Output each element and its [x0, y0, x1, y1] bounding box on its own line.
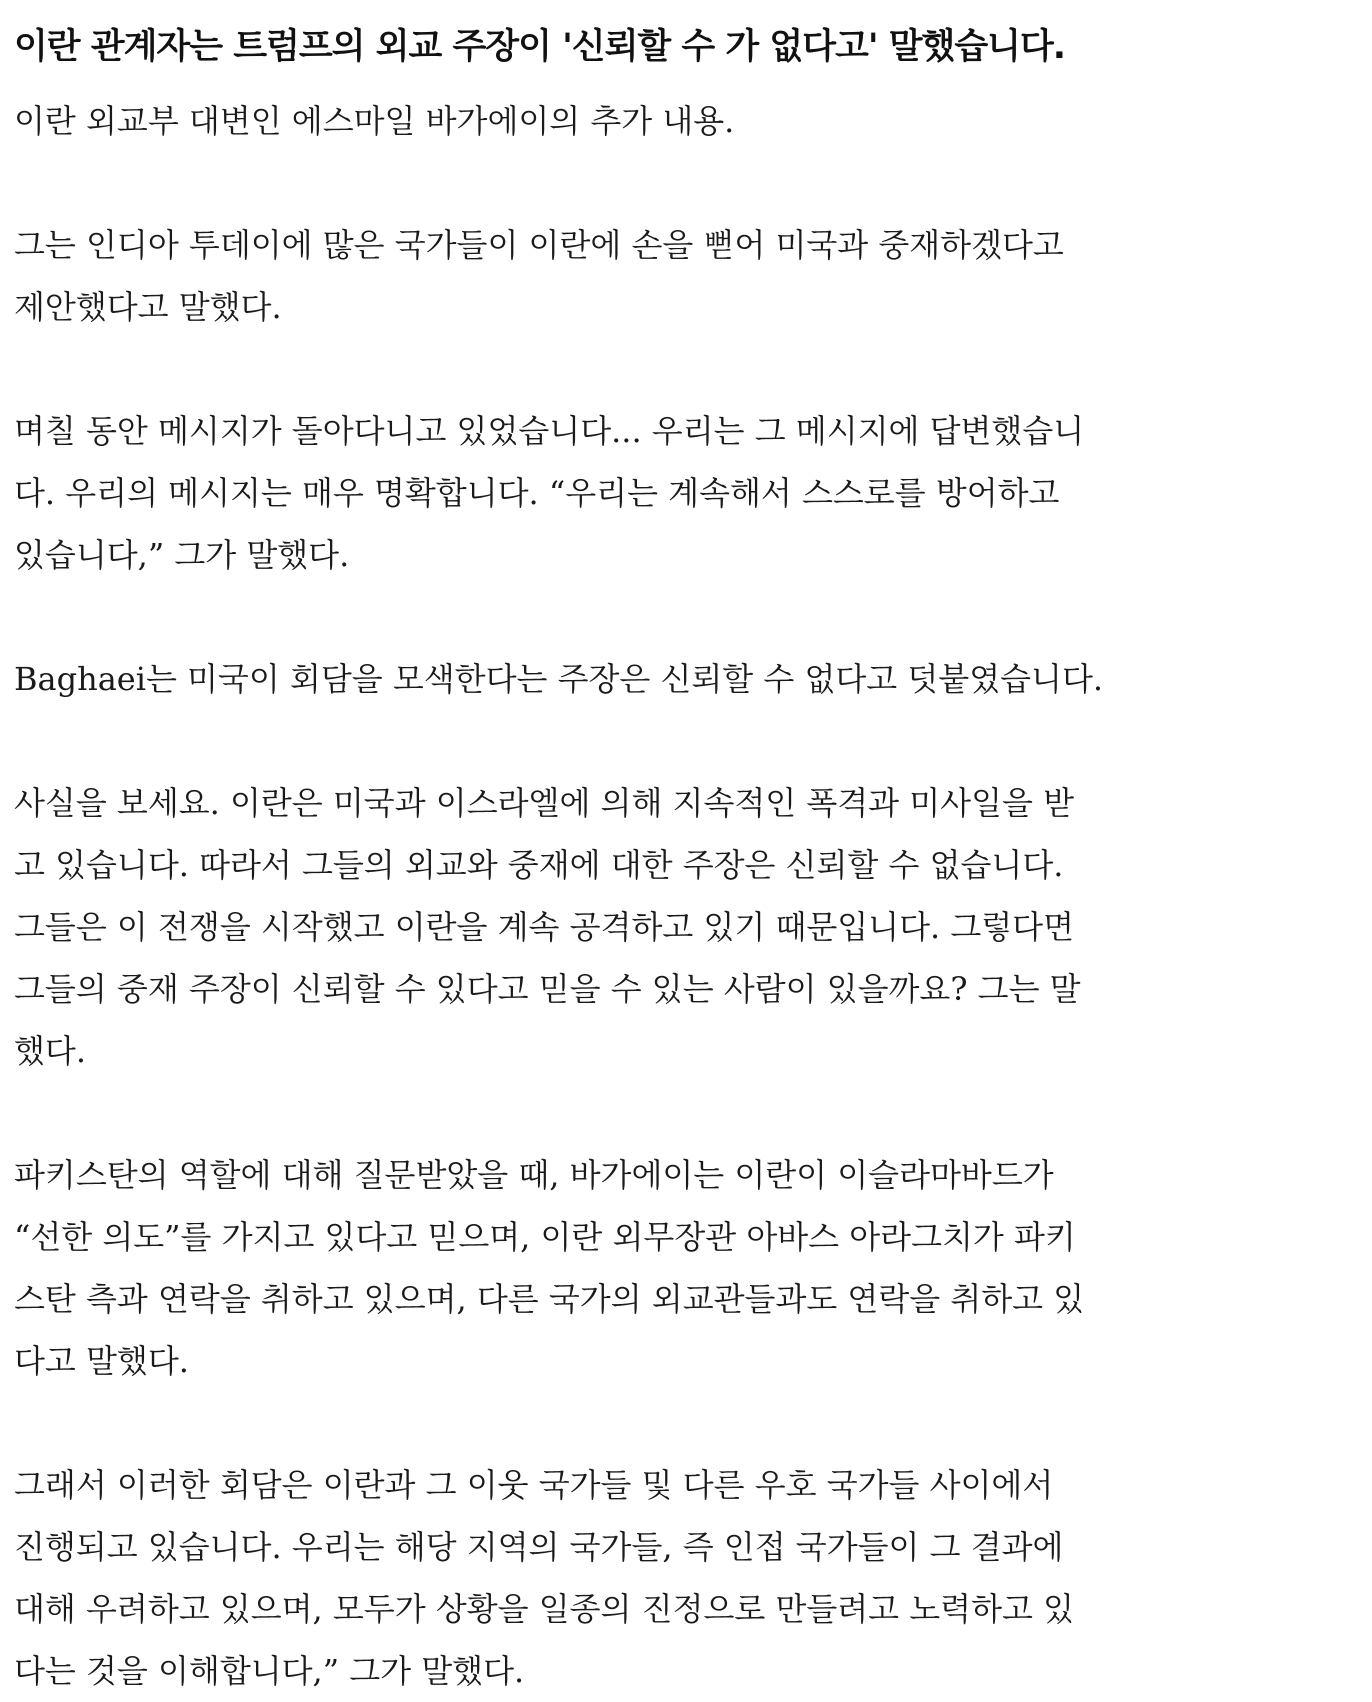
- article-headline: 이란 관계자는 트럼프의 외교 주장이 '신뢰할 수 가 없다고' 말했습니다.: [14, 27, 1066, 67]
- paragraph: [14, 648, 1359, 710]
- paragraph-line: 다는 것을 이해합니다,” 그가 말했다.: [14, 1652, 525, 1690]
- paragraph: [14, 1144, 1359, 1392]
- paragraph: [14, 400, 1359, 586]
- paragraph-line: 스탄 측과 연락을 취하고 있으며, 다른 국가의 외교관들과도 연락을 취하고 있: [14, 1280, 1085, 1318]
- paragraph-line: 사실을 보세요. 이란은 미국과 이스라엘에 의해 지속적인 폭격과 미사일을 받: [14, 784, 1074, 822]
- paragraph-line: 했다.: [14, 1032, 86, 1070]
- paragraph: [14, 772, 1359, 1082]
- paragraph-line: “선한 의도”를 가지고 있다고 믿으며, 이란 외무장관 아바스 아라그치가 파키: [14, 1218, 1076, 1256]
- paragraph-line: 그들의 중재 주장이 신뢰할 수 있다고 믿을 수 있는 사람이 있을까요? 그는 말: [14, 970, 1081, 1008]
- paragraph-line: 그들은 이 전쟁을 시작했고 이란을 계속 공격하고 있기 때문입니다. 그렇다면: [14, 908, 1074, 946]
- paragraph: [14, 214, 1359, 338]
- paragraph-line: 이란 외교부 대변인 에스마일 바가에이의 추가 내용.: [14, 102, 735, 140]
- paragraph: [14, 90, 1359, 152]
- paragraph-line: 있습니다,” 그가 말했다.: [14, 536, 350, 574]
- paragraph-line: 대해 우려하고 있으며, 모두가 상황을 일종의 진정으로 만들려고 노력하고 있: [14, 1590, 1074, 1628]
- paragraph-line: 제안했다고 말했다.: [14, 288, 282, 326]
- article: [14, 18, 1359, 1702]
- paragraph-line: 고 있습니다. 따라서 그들의 외교와 중재에 대한 주장은 신뢰할 수 없습니다.: [14, 846, 1064, 884]
- paragraph-line: 다. 우리의 메시지는 매우 명확합니다. “우리는 계속해서 스스로를 방어하고: [14, 474, 1060, 512]
- paragraph-line: 그는 인디아 투데이에 많은 국가들이 이란에 손을 뻗어 미국과 중재하겠다고: [14, 226, 1064, 264]
- paragraph-line: 그래서 이러한 회담은 이란과 그 이웃 국가들 및 다른 우호 국가들 사이에서: [14, 1466, 1054, 1504]
- paragraph-line: 다고 말했다.: [14, 1342, 189, 1380]
- paragraph: [14, 1454, 1359, 1702]
- paragraph-line: Baghaei는 미국이 회담을 모색한다는 주장은 신뢰할 수 없다고 덧붙였습니다.: [14, 660, 1104, 698]
- paragraph-line: 며칠 동안 메시지가 돌아다니고 있었습니다... 우리는 그 메시지에 답변했습니: [14, 412, 1085, 450]
- paragraph-line: 파키스탄의 역할에 대해 질문받았을 때, 바가에이는 이란이 이슬라마바드가: [14, 1156, 1054, 1194]
- paragraph-line: 진행되고 있습니다. 우리는 해당 지역의 국가들, 즉 인접 국가들이 그 결과에: [14, 1528, 1064, 1566]
